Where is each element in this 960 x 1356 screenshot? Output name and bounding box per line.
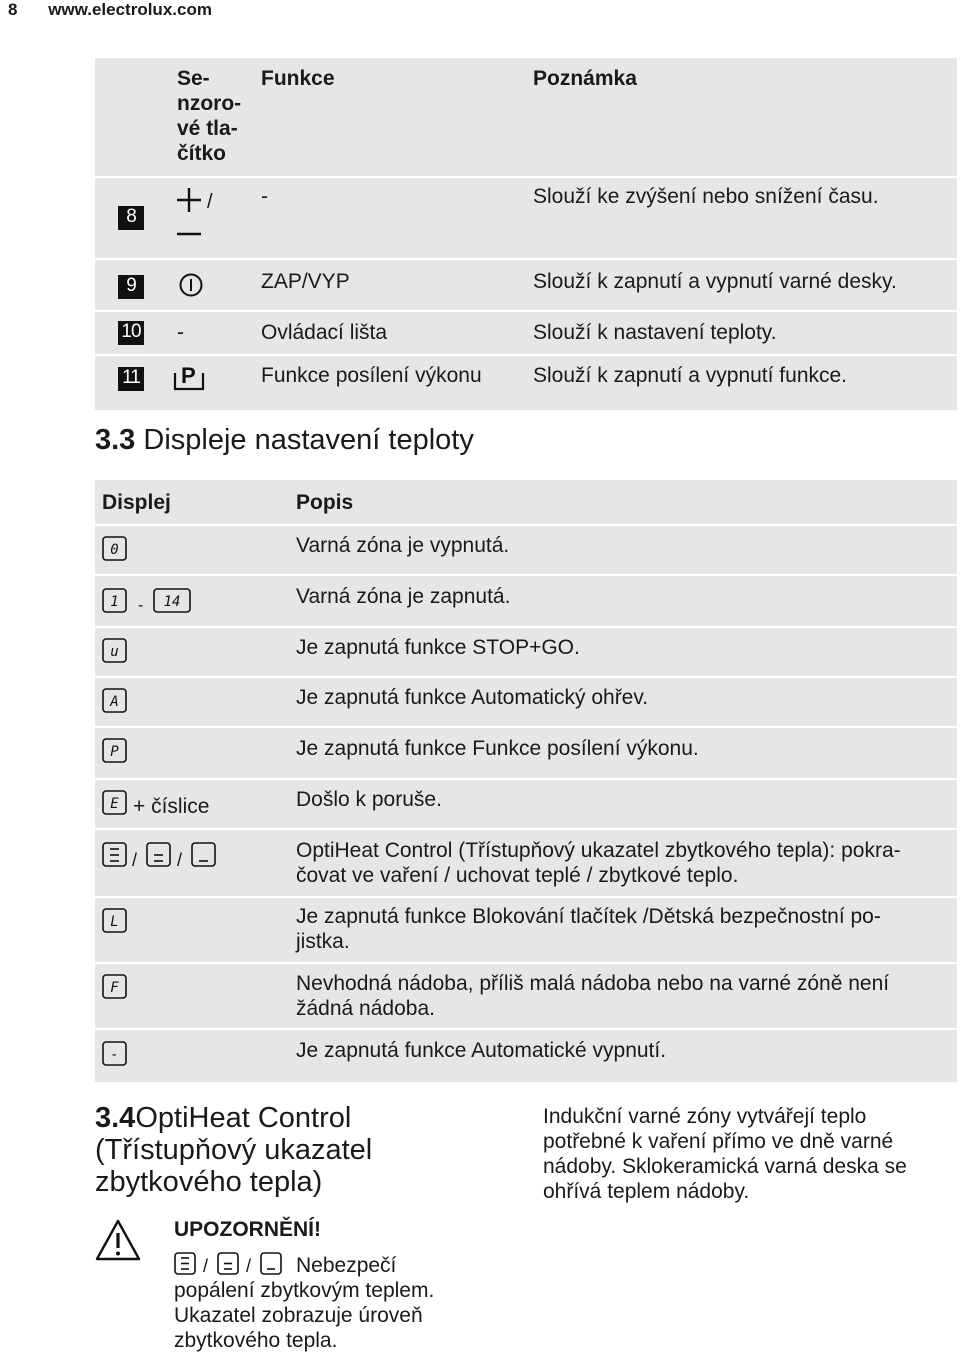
row-function: ZAP/VYP: [261, 270, 350, 293]
row-divider: [95, 354, 957, 356]
row-function: -: [261, 185, 268, 208]
warning-text: [174, 1252, 504, 1353]
row-description: OptiHeat Control (Třístupňový ukazatel zbytkového tepla): pokra- čovat ve vaření / uchovat teplé / zbytkové teplo.: [296, 839, 901, 887]
row-divider: [95, 778, 957, 780]
row-description: Varná zóna je vypnutá.: [296, 534, 510, 557]
row-number-badge: 8: [118, 206, 144, 230]
row-divider: [95, 310, 957, 312]
row-divider: [95, 726, 957, 728]
display-table: [95, 480, 957, 1082]
svg-text:/: /: [177, 850, 183, 870]
page-number: 8: [8, 0, 18, 19]
row-divider: [95, 896, 957, 898]
row-note: Slouží k zapnutí a vypnutí funkce.: [533, 364, 848, 387]
row-divider: [95, 176, 957, 178]
warning-icon: [95, 1218, 141, 1262]
svg-text:/: /: [207, 191, 213, 213]
row-description: Je zapnutá funkce STOP+GO.: [296, 636, 580, 659]
row-description: Došlo k poruše.: [296, 788, 442, 811]
row-description: Je zapnutá funkce Blokování tlačítek /Dětská bezpečnostní po- jistka.: [296, 905, 881, 953]
svg-text:/: /: [132, 850, 138, 870]
display-symbol-0-icon: [102, 536, 128, 562]
sensor-table: [95, 58, 957, 410]
display-suffix: + číslice: [133, 795, 210, 818]
svg-text:L: L: [110, 914, 119, 930]
svg-text:/: /: [203, 1256, 209, 1276]
residual-heat-inline-icon: [174, 1252, 296, 1276]
section-number: 3.4: [95, 1102, 136, 1134]
power-boost-icon: [173, 361, 209, 393]
row-function: Ovládací lišta: [261, 321, 388, 344]
row-divider: [95, 258, 957, 260]
row-description: Je zapnutá funkce Automatický ohřev.: [296, 686, 649, 709]
display-symbol-p-icon: [102, 738, 128, 764]
plus-minus-icon: [175, 188, 219, 240]
col-header-function: Funkce: [261, 67, 335, 90]
row-description: Varná zóna je zapnutá.: [296, 585, 511, 608]
induction-paragraph: Indukční varné zóny vytvářejí teplo potřebné k vaření přímo ve dně varné nádoby. Sklokeramická varná deska se ohřívá teplem nádoby.: [543, 1105, 907, 1203]
section-heading: Displeje nastavení teploty: [143, 424, 474, 456]
svg-text:u: u: [110, 644, 119, 660]
svg-text:-: -: [138, 597, 144, 614]
row-number-badge: 9: [118, 275, 144, 299]
section-heading: OptiHeat Control (Třístupňový ukazatel zbytkového tepla): [95, 1102, 373, 1198]
display-symbol-text: 0: [110, 542, 119, 558]
svg-text:/: /: [246, 1256, 252, 1276]
row-divider: [95, 1028, 957, 1030]
svg-text:F: F: [110, 980, 119, 996]
row-note: Slouží k zapnutí a vypnutí varné desky.: [533, 270, 897, 293]
warning-rest-text: popálení zbytkovým teplem. Ukazatel zobrazuje úroveň zbytkového tepla.: [174, 1279, 435, 1352]
display-symbol-f-icon: [102, 974, 128, 1000]
svg-text:E: E: [110, 796, 119, 812]
row-divider: [95, 524, 957, 526]
row-function: Funkce posílení výkonu: [261, 364, 482, 387]
residual-heat-levels-icon: [102, 842, 224, 870]
section-title: [95, 424, 474, 457]
row-number-badge: 11: [118, 367, 144, 391]
row-icon-text: -: [177, 321, 184, 344]
warning-heading: UPOZORNĚNÍ!: [174, 1218, 321, 1241]
svg-text:A: A: [110, 694, 119, 710]
header-url[interactable]: www.electrolux.com: [48, 0, 212, 19]
col-header-note: Poznámka: [533, 67, 637, 90]
display-symbol-1-14-icon: [102, 588, 194, 614]
page-header: [8, 0, 212, 20]
svg-text:1: 1: [110, 594, 119, 610]
display-symbol-a-icon: [102, 688, 128, 714]
row-note: Slouží ke zvýšení nebo snížení času.: [533, 185, 879, 208]
warning-inline-text: Nebezpečí: [296, 1254, 397, 1277]
col-header-description: Popis: [296, 491, 354, 514]
display-symbol-l-icon: [102, 908, 128, 934]
row-divider: [95, 828, 957, 830]
section-number: 3.3: [95, 424, 136, 456]
row-divider: [95, 962, 957, 964]
display-symbol-u-icon: [102, 638, 128, 664]
row-divider: [95, 574, 957, 576]
col-header-sensor: Se- nzoro- vé tla- čítko: [177, 67, 242, 165]
row-description: Nevhodná nádoba, příliš malá nádoba nebo na varné zóně není žádná nádoba.: [296, 972, 890, 1020]
row-description: Je zapnutá funkce Automatické vypnutí.: [296, 1039, 667, 1062]
power-icon: [179, 272, 205, 298]
row-description: Je zapnutá funkce Funkce posílení výkonu.: [296, 737, 699, 760]
row-number-badge: 10: [118, 321, 144, 345]
row-divider: [95, 676, 957, 678]
svg-text:P: P: [181, 363, 196, 388]
display-symbol-e-icon: [102, 790, 128, 816]
row-note: Slouží k nastavení teploty.: [533, 321, 777, 344]
row-divider: [95, 626, 957, 628]
col-header-display: Displej: [102, 491, 171, 514]
display-symbol-dash-icon: [102, 1041, 128, 1067]
svg-text:14: 14: [163, 594, 181, 610]
svg-text:P: P: [110, 744, 119, 760]
svg-text:-: -: [110, 1047, 119, 1063]
section-title-34: [95, 1102, 372, 1198]
